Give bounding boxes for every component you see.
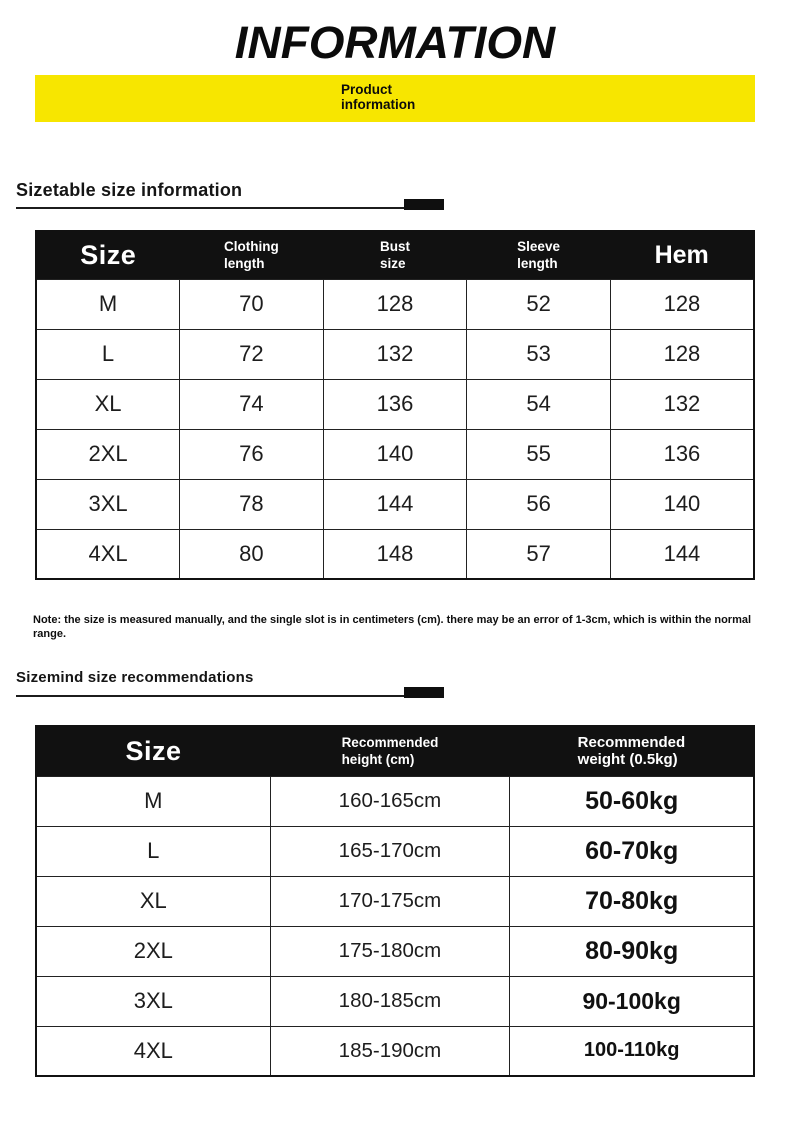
product-info-label xyxy=(341,82,755,112)
product-info-label-line2: information xyxy=(341,97,416,112)
size-table-header xyxy=(36,231,754,279)
table-cell: L xyxy=(36,826,270,876)
table-cell: 55 xyxy=(467,429,611,479)
table-cell: 180-185cm xyxy=(270,976,510,1026)
table-header-row xyxy=(36,231,754,279)
header-cell-recommended-height xyxy=(270,726,510,776)
table-cell: 185-190cm xyxy=(270,1026,510,1076)
recommend-section-heading: Sizemind size recommendations xyxy=(16,669,254,686)
table-cell: 136 xyxy=(610,429,754,479)
table-row xyxy=(36,976,754,1026)
header-cell-hem: Hem xyxy=(610,231,754,279)
table-cell: 170-175cm xyxy=(270,876,510,926)
measurement-note: Note: the size is measured manually, and the single slot is in centimeters (cm). there may be an error of 1-3cm, which is within the normal range. xyxy=(33,614,752,640)
table-row xyxy=(36,529,754,579)
table-header-row xyxy=(36,726,754,776)
table-cell: 80 xyxy=(180,529,324,579)
underline-end-cap xyxy=(404,199,444,210)
table-cell: 128 xyxy=(610,329,754,379)
table-row xyxy=(36,1026,754,1076)
header-cell-clothing-length xyxy=(180,231,324,279)
table-cell: 160-165cm xyxy=(270,776,510,826)
table-cell: 128 xyxy=(323,279,467,329)
underline-end-cap xyxy=(404,687,444,698)
table-row xyxy=(36,826,754,876)
header-cell-sleeve-length xyxy=(467,231,611,279)
table-cell: 56 xyxy=(467,479,611,529)
table-cell: 4XL xyxy=(36,1026,270,1076)
product-info-banner xyxy=(35,75,755,122)
header-line: length xyxy=(224,256,265,272)
table-cell: 3XL xyxy=(36,479,180,529)
table-cell: XL xyxy=(36,876,270,926)
header-cell-size: Size xyxy=(36,231,180,279)
table-cell: 74 xyxy=(180,379,324,429)
table-cell: 165-170cm xyxy=(270,826,510,876)
table-row xyxy=(36,329,754,379)
header-line: Recommended xyxy=(577,734,686,752)
header-line: Bust xyxy=(379,239,410,255)
header-cell-recommended-weight xyxy=(510,726,754,776)
header-cell-size: Size xyxy=(36,726,270,776)
table-cell: 148 xyxy=(323,529,467,579)
table-cell: 4XL xyxy=(36,529,180,579)
table-cell: 57 xyxy=(467,529,611,579)
heading-underline xyxy=(16,200,444,209)
table-cell: 144 xyxy=(323,479,467,529)
header-line: Recommended xyxy=(341,735,439,751)
table-cell: M xyxy=(36,776,270,826)
table-cell: XL xyxy=(36,379,180,429)
table-row xyxy=(36,876,754,926)
product-info-label-line1: Product xyxy=(341,82,393,97)
size-section-heading: Sizetable size information xyxy=(16,180,243,200)
table-cell: 2XL xyxy=(36,926,270,976)
header-line: weight (0.5kg) xyxy=(577,751,678,769)
table-cell: 72 xyxy=(180,329,324,379)
table-row xyxy=(36,379,754,429)
table-row xyxy=(36,479,754,529)
table-cell: 52 xyxy=(467,279,611,329)
table-cell: 128 xyxy=(610,279,754,329)
table-cell: 140 xyxy=(323,429,467,479)
table-cell: 53 xyxy=(467,329,611,379)
table-cell: 3XL xyxy=(36,976,270,1026)
header-line: length xyxy=(517,256,558,272)
table-row xyxy=(36,926,754,976)
table-cell: 90-100kg xyxy=(510,976,754,1026)
table-cell: 54 xyxy=(467,379,611,429)
table-cell: 80-90kg xyxy=(510,926,754,976)
table-cell: 132 xyxy=(610,379,754,429)
table-cell: 100-110kg xyxy=(510,1026,754,1076)
header-line: height (cm) xyxy=(341,752,415,768)
table-cell: 70-80kg xyxy=(510,876,754,926)
table-cell: 144 xyxy=(610,529,754,579)
table-cell: 70 xyxy=(180,279,324,329)
table-cell: 60-70kg xyxy=(510,826,754,876)
table-cell: 132 xyxy=(323,329,467,379)
table-row xyxy=(36,429,754,479)
header-line: Sleeve xyxy=(517,239,560,255)
table-cell: 2XL xyxy=(36,429,180,479)
recommendation-table-header xyxy=(36,726,754,776)
table-cell: L xyxy=(36,329,180,379)
information-title: INFORMATION xyxy=(234,17,556,68)
recommendation-table xyxy=(35,725,755,1077)
header-cell-bust-size xyxy=(323,231,467,279)
header-line: Clothing xyxy=(224,239,279,255)
header-line: size xyxy=(379,256,406,272)
table-row xyxy=(36,776,754,826)
table-cell: 78 xyxy=(180,479,324,529)
heading-underline xyxy=(16,686,444,697)
table-cell: 50-60kg xyxy=(510,776,754,826)
table-cell: 175-180cm xyxy=(270,926,510,976)
table-cell: M xyxy=(36,279,180,329)
table-cell: 136 xyxy=(323,379,467,429)
table-row xyxy=(36,279,754,329)
size-table xyxy=(35,230,755,580)
table-cell: 76 xyxy=(180,429,324,479)
table-cell: 140 xyxy=(610,479,754,529)
